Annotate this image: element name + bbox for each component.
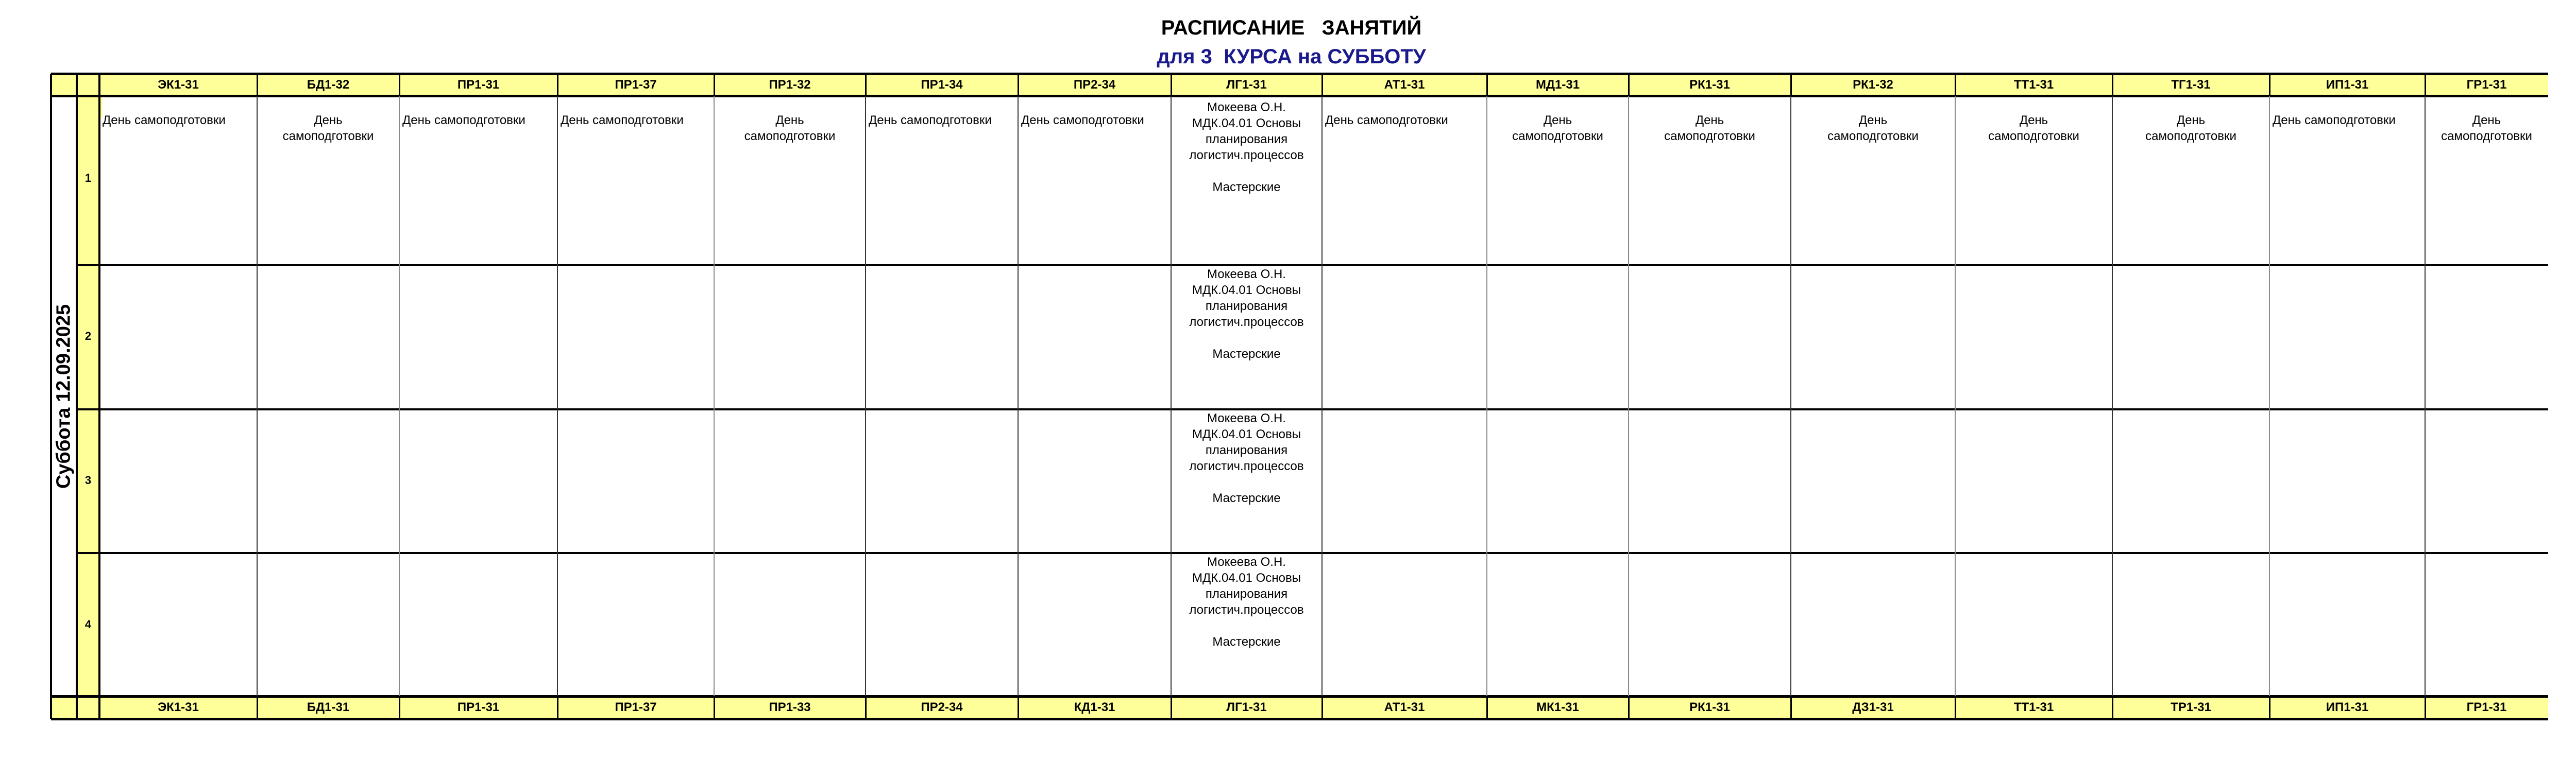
page-subtitle: для 3 КУРСА на СУББОТУ xyxy=(1157,45,1426,68)
group-header-top: ПР2-34 xyxy=(1073,78,1116,92)
group-header-top: ГР1-31 xyxy=(2466,78,2507,92)
page-title: РАСПИСАНИЕ ЗАНЯТИЙ xyxy=(1161,16,1422,39)
column-separator xyxy=(2425,96,2426,696)
group-header-top: ПР1-31 xyxy=(457,78,500,92)
period-number: 1 xyxy=(84,171,92,184)
lesson-cell: День самоподготовки xyxy=(1664,113,1755,143)
column-separator xyxy=(1790,96,1791,696)
lesson-cell: День самоподготовки xyxy=(869,113,992,127)
group-header-bottom: ТТ1-31 xyxy=(2013,700,2054,714)
column-separator xyxy=(1486,96,1487,696)
group-header-bottom: ЭК1-31 xyxy=(158,700,199,714)
lesson-cell: Мокеева О.Н. МДК.04.01 Основы планирования логистич.процессов Мастерские xyxy=(1189,555,1304,649)
group-header-top: ПР1-32 xyxy=(769,78,811,92)
column-separator xyxy=(257,96,258,696)
group-header-top: ПР1-37 xyxy=(615,78,657,92)
group-header-bottom: МК1-31 xyxy=(1536,700,1579,714)
lesson-cell: День самоподготовки xyxy=(2145,113,2236,143)
group-header-bottom: ДЗ1-31 xyxy=(1852,700,1894,714)
period-number: 3 xyxy=(84,474,92,487)
lesson-cell: День самоподготовки xyxy=(282,113,374,143)
lesson-cell: День самоподготовки xyxy=(1325,113,1448,127)
column-separator xyxy=(1628,96,1629,696)
group-header-bottom: БД1-31 xyxy=(307,700,350,714)
group-header-bottom: ГР1-31 xyxy=(2466,700,2507,714)
group-header-bottom: ПР2-34 xyxy=(921,700,963,714)
day-label-cell xyxy=(51,96,77,696)
group-header-bottom: РК1-31 xyxy=(1689,700,1730,714)
period-number: 2 xyxy=(84,330,92,342)
group-header-bottom: АТ1-31 xyxy=(1384,700,1425,714)
group-header-bottom: ПР1-37 xyxy=(615,700,657,714)
lesson-cell: День самоподготовки xyxy=(561,113,684,127)
column-separator xyxy=(865,96,866,696)
lesson-cell: Мокеева О.Н. МДК.04.01 Основы планирования логистич.процессов Мастерские xyxy=(1189,267,1304,361)
group-header-bottom: ПР1-33 xyxy=(769,700,811,714)
group-header-top: РК1-32 xyxy=(1853,78,1893,92)
group-header-top: АТ1-31 xyxy=(1384,78,1425,92)
lesson-cell: День самоподготовки xyxy=(744,113,836,143)
group-header-top: БД1-32 xyxy=(307,78,350,92)
lesson-cell: День самоподготовки xyxy=(2273,113,2396,127)
group-header-top: ПР1-34 xyxy=(921,78,963,92)
group-header-top: ТГ1-31 xyxy=(2171,78,2211,92)
column-separator xyxy=(714,96,715,696)
group-header-top: ИП1-31 xyxy=(2326,78,2369,92)
column-separator xyxy=(557,96,558,696)
column-separator xyxy=(1955,96,1956,696)
group-header-top: ТТ1-31 xyxy=(2013,78,2054,92)
lesson-cell: День самоподготовки xyxy=(1988,113,2079,143)
column-separator xyxy=(2269,96,2270,696)
column-separator xyxy=(399,96,400,696)
group-header-top: МД1-31 xyxy=(1535,78,1580,92)
day-label: Суббота 12.09.2025 xyxy=(53,304,75,489)
group-header-bottom: ЛГ1-31 xyxy=(1226,700,1267,714)
lesson-cell: День самоподготовки xyxy=(103,113,226,127)
group-header-bottom: ПР1-31 xyxy=(457,700,500,714)
period-number: 4 xyxy=(84,618,92,631)
group-header-top: ЭК1-31 xyxy=(158,78,199,92)
lesson-cell: День самоподготовки xyxy=(1512,113,1603,143)
lesson-cell: Мокеева О.Н. МДК.04.01 Основы планирования логистич.процессов Мастерские xyxy=(1189,100,1304,194)
lesson-cell: Мокеева О.Н. МДК.04.01 Основы планирования логистич.процессов Мастерские xyxy=(1189,411,1304,505)
column-separator xyxy=(2112,96,2113,696)
group-header-bottom: КД1-31 xyxy=(1074,700,1115,714)
group-header-bottom: ИП1-31 xyxy=(2326,700,2369,714)
lesson-cell: День самоподготовки xyxy=(402,113,526,127)
lesson-cell: День самоподготовки xyxy=(1827,113,1919,143)
lesson-cell: День самоподготовки xyxy=(2441,113,2532,143)
group-header-top: ЛГ1-31 xyxy=(1226,78,1267,92)
column-separator xyxy=(1018,96,1019,696)
group-header-top: РК1-31 xyxy=(1689,78,1730,92)
group-header-bottom: ТР1-31 xyxy=(2171,700,2211,714)
lesson-cell: День самоподготовки xyxy=(1021,113,1144,127)
period-column-fill xyxy=(77,96,99,696)
